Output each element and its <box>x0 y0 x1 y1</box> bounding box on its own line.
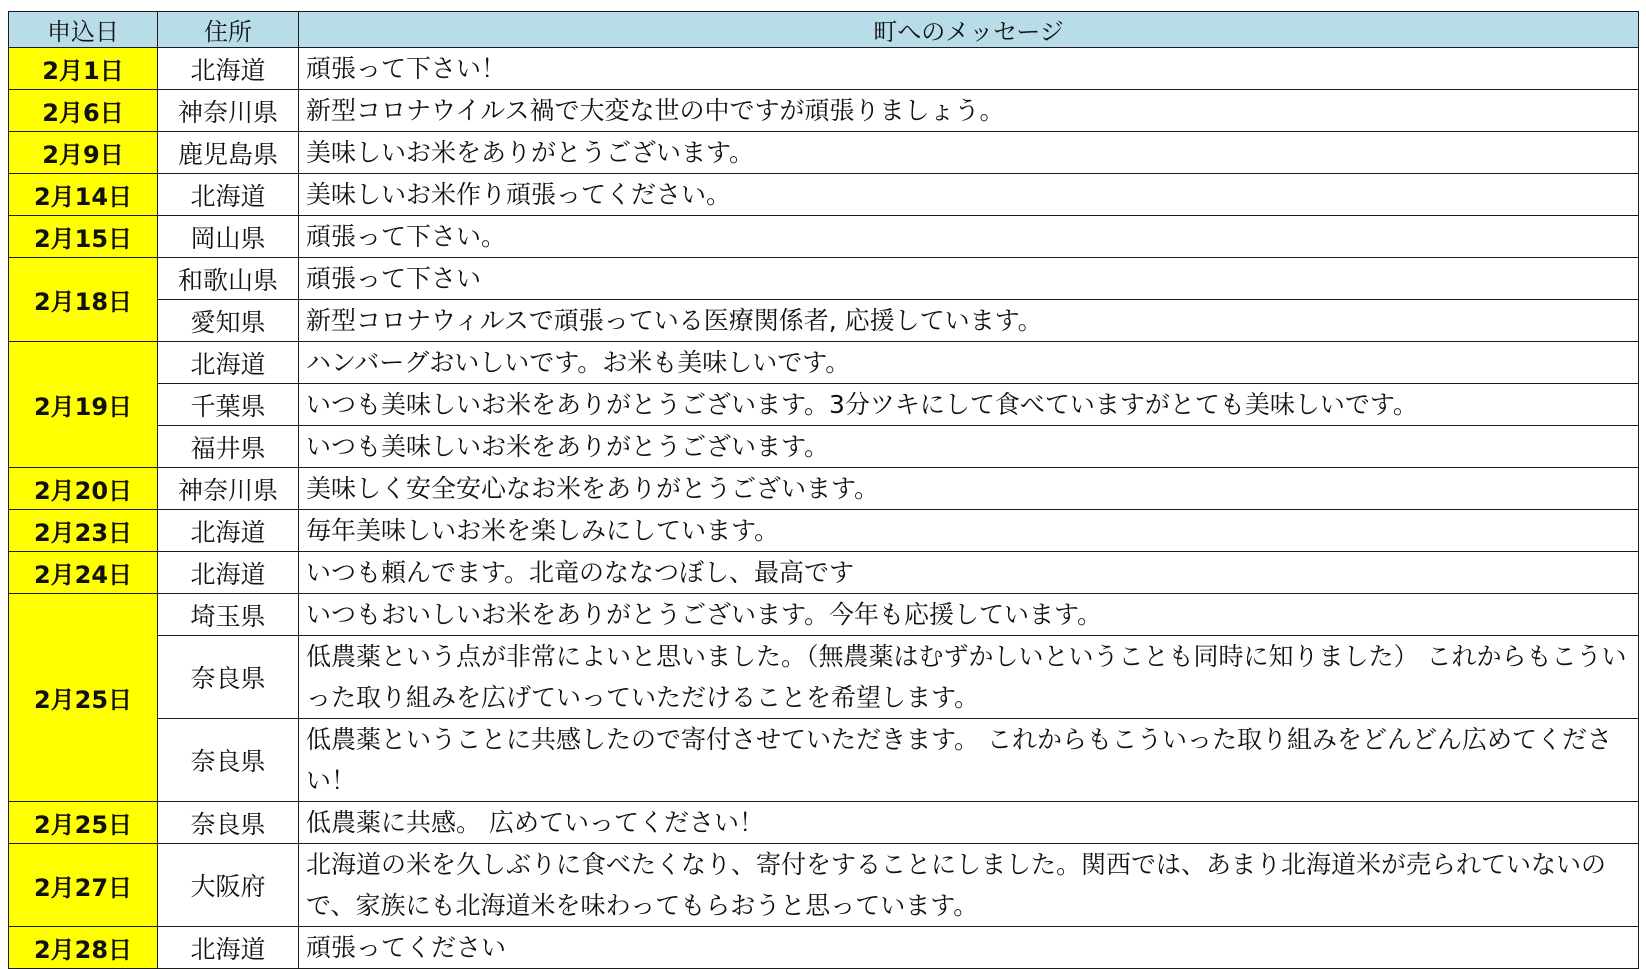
table-row <box>9 300 1639 342</box>
address-cell[interactable]: 北海道 <box>158 174 299 216</box>
message-cell[interactable]: 頑張って下さい。 <box>299 216 1639 258</box>
table-row <box>9 174 1639 216</box>
address-cell[interactable]: 神奈川県 <box>158 468 299 510</box>
message-cell[interactable]: いつも美味しいお米をありがとうございます。3分ツキにして食べていますがとても美味しいです。 <box>299 384 1639 426</box>
address-cell[interactable]: 奈良県 <box>158 636 299 719</box>
table-row <box>9 844 1639 927</box>
table-row <box>9 510 1639 552</box>
address-cell[interactable]: 奈良県 <box>158 802 299 844</box>
message-cell[interactable]: 低農薬ということに共感したので寄付させていただきます。 これからもこういった取り組みをどんどん広めてください！ <box>299 719 1639 802</box>
date-cell[interactable]: 2月15日 <box>9 216 158 258</box>
address-cell[interactable]: 北海道 <box>158 510 299 552</box>
table-row <box>9 927 1639 969</box>
message-cell[interactable]: 低農薬という点が非常によいと思いました。（無農薬はむずかしいということも同時に知りました） これからもこういった取り組みを広げていっていただけることを希望します。 <box>299 636 1639 719</box>
message-cell[interactable]: 頑張ってください <box>299 927 1639 969</box>
date-cell[interactable]: 2月9日 <box>9 132 158 174</box>
message-cell[interactable]: 毎年美味しいお米を楽しみにしています。 <box>299 510 1639 552</box>
table-row <box>9 468 1639 510</box>
table-row <box>9 802 1639 844</box>
table-row <box>9 132 1639 174</box>
header-message[interactable]: 町へのメッセージ <box>299 12 1639 48</box>
address-cell[interactable]: 福井県 <box>158 426 299 468</box>
date-cell[interactable]: 2月27日 <box>9 844 158 927</box>
table-row <box>9 216 1639 258</box>
table-row <box>9 258 1639 300</box>
date-cell[interactable]: 2月18日 <box>9 258 158 342</box>
message-cell[interactable]: 低農薬に共感。 広めていってください！ <box>299 802 1639 844</box>
address-cell[interactable]: 岡山県 <box>158 216 299 258</box>
message-cell[interactable]: ハンバーグおいしいです。お米も美味しいです。 <box>299 342 1639 384</box>
address-cell[interactable]: 神奈川県 <box>158 90 299 132</box>
table-row <box>9 552 1639 594</box>
address-cell[interactable]: 奈良県 <box>158 719 299 802</box>
address-cell[interactable]: 北海道 <box>158 342 299 384</box>
table-row <box>9 48 1639 90</box>
table-row <box>9 342 1639 384</box>
message-table <box>8 11 1639 969</box>
address-cell[interactable]: 愛知県 <box>158 300 299 342</box>
date-cell[interactable]: 2月1日 <box>9 48 158 90</box>
address-cell[interactable]: 埼玉県 <box>158 594 299 636</box>
message-cell[interactable]: 美味しく安全安心なお米をありがとうございます。 <box>299 468 1639 510</box>
table-row <box>9 719 1639 802</box>
message-cell[interactable]: いつも頼んでます。北竜のななつぼし、最高です <box>299 552 1639 594</box>
date-cell[interactable]: 2月6日 <box>9 90 158 132</box>
table-row <box>9 636 1639 719</box>
address-cell[interactable]: 大阪府 <box>158 844 299 927</box>
header-date[interactable]: 申込日 <box>9 12 158 48</box>
message-cell[interactable]: 美味しいお米をありがとうございます。 <box>299 132 1639 174</box>
table-row <box>9 90 1639 132</box>
address-cell[interactable]: 北海道 <box>158 48 299 90</box>
header-address[interactable]: 住所 <box>158 12 299 48</box>
message-cell[interactable]: 頑張って下さい！ <box>299 48 1639 90</box>
address-cell[interactable]: 鹿児島県 <box>158 132 299 174</box>
message-cell[interactable]: 頑張って下さい <box>299 258 1639 300</box>
date-cell[interactable]: 2月14日 <box>9 174 158 216</box>
address-cell[interactable]: 千葉県 <box>158 384 299 426</box>
message-cell[interactable]: 新型コロナウイルス禍で大変な世の中ですが頑張りましょう。 <box>299 90 1639 132</box>
date-cell[interactable]: 2月28日 <box>9 927 158 969</box>
table-row <box>9 594 1639 636</box>
address-cell[interactable]: 和歌山県 <box>158 258 299 300</box>
header-row <box>9 12 1639 48</box>
date-cell[interactable]: 2月20日 <box>9 468 158 510</box>
message-cell[interactable]: 新型コロナウィルスで頑張っている医療関係者, 応援しています。 <box>299 300 1639 342</box>
table-row <box>9 384 1639 426</box>
date-cell[interactable]: 2月25日 <box>9 802 158 844</box>
message-cell[interactable]: いつも美味しいお米をありがとうございます。 <box>299 426 1639 468</box>
message-cell[interactable]: 美味しいお米作り頑張ってください。 <box>299 174 1639 216</box>
date-cell[interactable]: 2月19日 <box>9 342 158 468</box>
address-cell[interactable]: 北海道 <box>158 927 299 969</box>
message-cell[interactable]: 北海道の米を久しぶりに食べたくなり、寄付をすることにしました。関西では、あまり北海道米が売られていないので、家族にも北海道米を味わってもらおうと思っています。 <box>299 844 1639 927</box>
date-cell[interactable]: 2月23日 <box>9 510 158 552</box>
message-cell[interactable]: いつもおいしいお米をありがとうございます。今年も応援しています。 <box>299 594 1639 636</box>
date-cell[interactable]: 2月25日 <box>9 594 158 802</box>
address-cell[interactable]: 北海道 <box>158 552 299 594</box>
table-row <box>9 426 1639 468</box>
date-cell[interactable]: 2月24日 <box>9 552 158 594</box>
